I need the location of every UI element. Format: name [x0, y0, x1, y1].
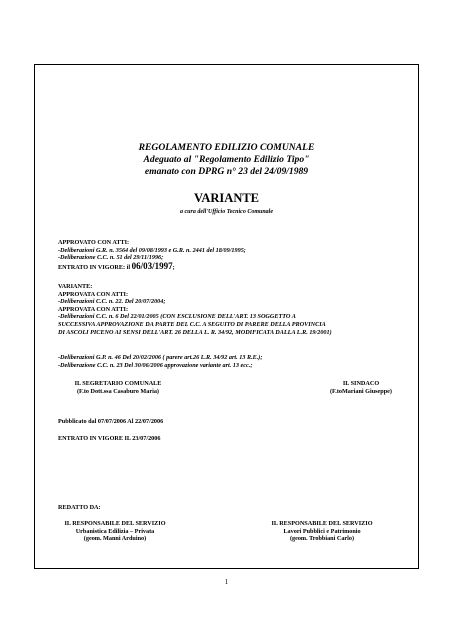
title-line-3: emanato con DPRG n° 23 del 24/09/1989	[144, 166, 309, 177]
variante-line-2: APPROVATA CON ATTI:	[58, 290, 129, 298]
variante-heading: VARIANTE	[193, 191, 260, 205]
responsabile-right-sub: Lavori Pubblici e Patrimonio	[283, 527, 361, 535]
entrato-end: ;	[172, 263, 175, 271]
responsabile-right-title: IL RESPONSABILE DEL SERVIZIO	[271, 520, 373, 527]
variante-section	[58, 283, 332, 336]
responsabile-urbanistica	[50, 520, 180, 543]
title-line-2: Adeguato al "Regolamento Edilizio Tipo"	[143, 154, 310, 165]
approvato-line-2: -Deliberazione C.C. n. 51 del 29/11/1996;	[58, 254, 164, 262]
entrato-in-vigore-line	[58, 260, 246, 272]
entrato-date: 06/03/1997	[131, 260, 173, 271]
approvato-line-1: -Deliberazioni G.R. n. 3564 del 09/08/1993 e G.R. n. 2441 del 18/09/1995;	[58, 246, 246, 254]
pubblicato-line: Pubblicato dal 07/07/2006 Al 22/07/2006	[58, 418, 164, 425]
segretario-name: (F.to Dott.ssa Casaburo Maria)	[77, 387, 159, 395]
title-line-1: REGOLAMENTO EDILIZIO COMUNALE	[138, 142, 315, 153]
document-title	[0, 142, 453, 178]
approvato-heading: APPROVATO CON ATTI:	[58, 239, 130, 246]
responsabile-lavori-pubblici	[257, 520, 387, 543]
variante-more-line-2: -Deliberazione C.C. n. 23 Del 30/06/2006 approvazione variante art. 13 ecc.;	[58, 361, 253, 369]
variante-more-line-1: -Deliberazioni G.P. n. 46 Del 20/02/2006 ( parere art.26 L.R. 34/92 art. 13 R.E.);	[58, 354, 263, 361]
approvato-section	[58, 239, 246, 271]
segretario-signature	[58, 380, 178, 395]
entrato-il: il	[126, 263, 131, 271]
page-number: 1	[224, 578, 229, 586]
segretario-title: IL SEGRETARIO COMUNALE	[74, 380, 162, 387]
variante-more-section	[58, 354, 262, 369]
variante-line-1: VARIANTE:	[58, 283, 93, 290]
variante-line-6: SUCCESSIVA APPROVAZIONE DA PARTE DEL C.C. A SEGUITO DI PARERE DELLA PROVINCIA	[58, 320, 326, 328]
sindaco-name: (F.toMariani Giuseppe)	[330, 387, 392, 395]
responsabile-right-name: (geom. Trobbiani Carlo)	[289, 535, 355, 543]
sindaco-signature	[308, 380, 414, 395]
responsabile-left-sub: Urbanistica Edilizia – Privata	[75, 527, 155, 535]
variante-line-5: -Deliberazioni C.C. n. 6 Del 22/01/2005 (CON ESCLUSIONE DELL'ART. 13 SOGGETTO A	[58, 313, 296, 321]
sindaco-title: IL SINDACO	[342, 380, 380, 387]
entrato-label: ENTRATO IN VIGORE:	[58, 263, 126, 271]
variante-line-4: APPROVATA CON ATTI:	[58, 305, 129, 313]
responsabile-left-title: IL RESPONSABILE DEL SERVIZIO	[64, 520, 166, 527]
entrato-vigore-line: ENTRATO IN VIGORE IL 23/07/2006	[58, 435, 161, 442]
responsabile-left-name: (geom. Manni Arduino)	[83, 535, 147, 543]
variante-line-3: -Deliberazioni C.C. n. 22. Del 20/07/2004;	[58, 298, 166, 306]
redatto-heading: REDATTO DA:	[58, 504, 101, 511]
document-subtitle: a cura dell'Ufficio Tecnico Comunale	[180, 209, 273, 215]
variante-line-7: DI ASCOLI PICENO AI SENSI DELL'ART. 26 DELLA L. R. 34/92, MODIFICATA DALLA L.R. 19/2001)	[58, 328, 332, 336]
